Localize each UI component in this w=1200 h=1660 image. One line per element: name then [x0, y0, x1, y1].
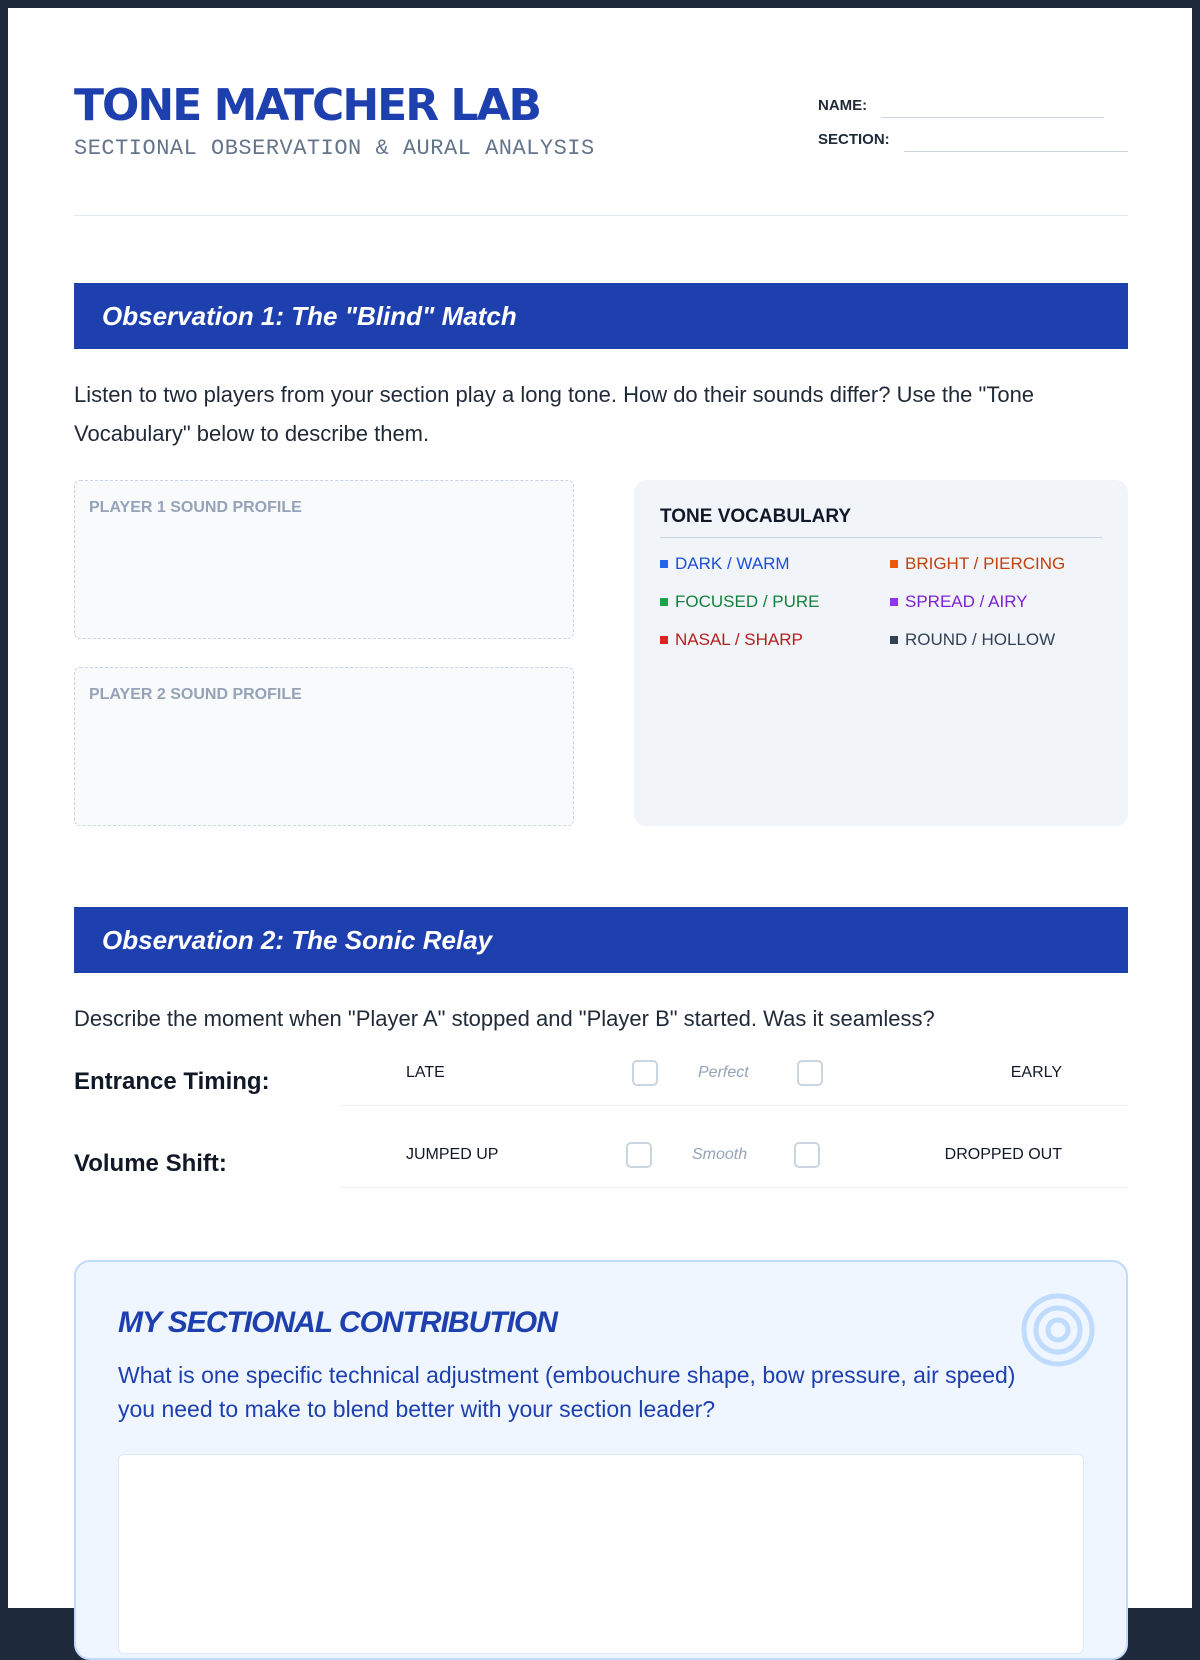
entrance-timing-scale	[340, 1050, 1128, 1106]
section-field[interactable]	[904, 130, 1128, 152]
student-info	[818, 84, 1128, 152]
vocab-item	[890, 592, 1110, 612]
entrance-timing-label: Entrance Timing:	[74, 1068, 270, 1095]
tone-vocabulary-title: TONE VOCABULARY	[660, 506, 1102, 538]
square-bullet-icon	[890, 560, 898, 568]
volume-shift-row	[74, 1132, 1128, 1188]
contribution-answer-field[interactable]	[118, 1454, 1084, 1654]
square-bullet-icon	[660, 560, 668, 568]
vocab-item-label: NASAL / SHARP	[675, 630, 803, 649]
contribution-title: MY SECTIONAL CONTRIBUTION	[118, 1306, 557, 1339]
volume-shift-dropped-label: DROPPED OUT	[944, 1146, 1062, 1163]
entrance-timing-early-checkbox[interactable]	[797, 1060, 823, 1086]
name-label: NAME:	[818, 97, 868, 114]
page-title: TONE MATCHER LAB	[74, 80, 541, 131]
observation-1-heading: Observation 1: The "Blind" Match	[74, 283, 1128, 349]
contribution-question: What is one specific technical adjustment (embouchure shape, bow pressure, air speed) you need to make to blend better with your section leader?	[118, 1362, 1016, 1422]
player-1-profile-box[interactable]	[74, 480, 574, 639]
vocab-item	[660, 630, 890, 650]
worksheet-page	[8, 8, 1192, 1608]
vocab-item	[890, 554, 1110, 574]
square-bullet-icon	[890, 636, 898, 644]
name-field[interactable]	[881, 96, 1104, 118]
volume-shift-smooth-label: Smooth	[692, 1146, 748, 1163]
vocab-item	[660, 554, 890, 574]
volume-shift-jumped-label: JUMPED UP	[406, 1146, 499, 1163]
vocab-item-label: SPREAD / AIRY	[905, 592, 1028, 611]
square-bullet-icon	[890, 598, 898, 606]
player-1-profile-label: PLAYER 1 SOUND PROFILE	[89, 499, 302, 516]
header-divider	[74, 215, 1128, 216]
target-icon	[1020, 1292, 1096, 1368]
entrance-timing-perfect-label: Perfect	[698, 1064, 749, 1081]
observation-2-intro: Describe the moment when "Player A" stopped and "Player B" started. Was it seamless?	[74, 1006, 935, 1031]
observation-2-heading: Observation 2: The Sonic Relay	[74, 907, 1128, 973]
vocab-item	[660, 592, 890, 612]
volume-shift-dropped-checkbox[interactable]	[794, 1142, 820, 1168]
volume-shift-label: Volume Shift:	[74, 1150, 227, 1177]
name-row	[818, 84, 1128, 118]
entrance-timing-late-label: LATE	[406, 1064, 445, 1081]
vocab-item-label: DARK / WARM	[675, 554, 790, 573]
entrance-timing-late-checkbox[interactable]	[632, 1060, 658, 1086]
entrance-timing-early-label: EARLY	[1010, 1064, 1062, 1081]
player-2-profile-label: PLAYER 2 SOUND PROFILE	[89, 686, 302, 703]
vocab-item-label: BRIGHT / PIERCING	[905, 554, 1066, 573]
vocab-item-label: FOCUSED / PURE	[675, 592, 820, 611]
observation-1-intro: Listen to two players from your section play a long tone. How do their sounds differ? Use the "Tone Vocabulary" below to describe them.	[74, 382, 1035, 446]
volume-shift-jumped-checkbox[interactable]	[626, 1142, 652, 1168]
tone-vocabulary-panel	[634, 480, 1128, 826]
section-row	[818, 118, 1128, 152]
volume-shift-scale	[340, 1132, 1128, 1188]
tone-vocabulary-list	[660, 554, 1102, 650]
vocab-item	[890, 630, 1110, 650]
section-label: SECTION:	[818, 131, 890, 148]
page-subtitle: SECTIONAL OBSERVATION & AURAL ANALYSIS	[74, 136, 595, 161]
sectional-contribution-card	[74, 1260, 1128, 1660]
vocab-item-label: ROUND / HOLLOW	[905, 630, 1056, 649]
square-bullet-icon	[660, 598, 668, 606]
player-2-profile-box[interactable]	[74, 667, 574, 826]
square-bullet-icon	[660, 636, 668, 644]
entrance-timing-row	[74, 1050, 1128, 1106]
